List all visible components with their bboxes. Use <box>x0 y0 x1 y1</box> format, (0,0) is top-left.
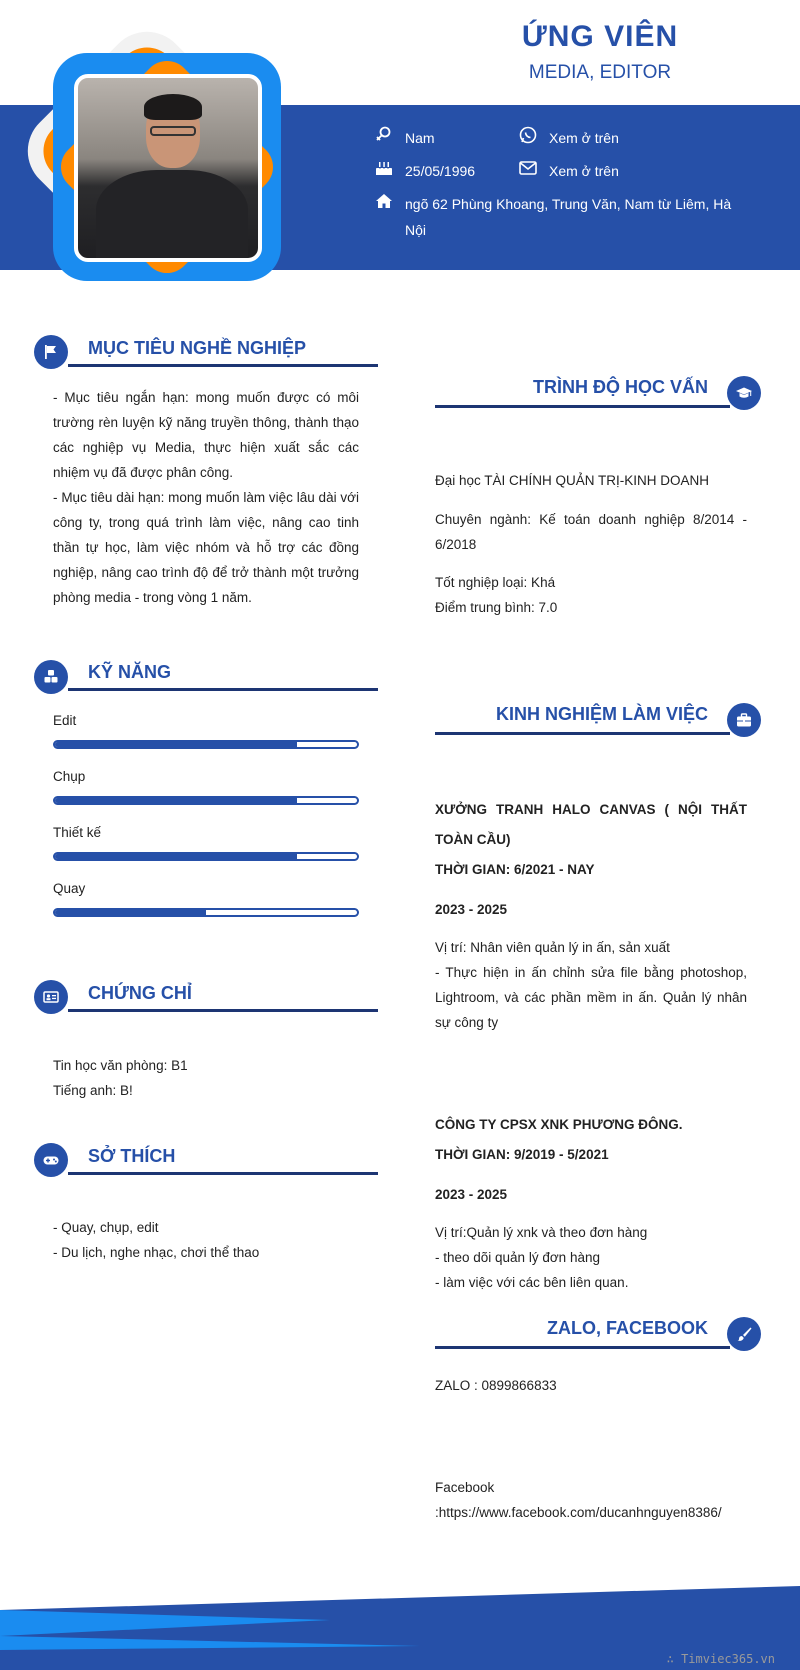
info-address <box>373 191 733 243</box>
skill-bar <box>53 852 359 861</box>
skill-bar-fill <box>55 854 297 859</box>
candidate-name: ỨNG VIÊN <box>521 20 679 53</box>
hobbies-content <box>53 1215 359 1265</box>
birthday-text: 25/05/1996 <box>405 163 476 179</box>
skill-bar <box>53 740 359 749</box>
skill-label: Thiết kế <box>53 825 102 840</box>
job-years: 2023 - 2025 <box>435 902 508 917</box>
education-gpa: Điểm trung bình: 7.0 <box>435 600 558 615</box>
graduation-cap-icon <box>727 376 761 410</box>
job-company: CÔNG TY CPSX XNK PHƯƠNG ĐÔNG. <box>435 1117 683 1132</box>
job-time: THỜI GIAN: 6/2021 - NAY <box>435 862 595 877</box>
gender-icon <box>373 125 395 145</box>
section-education-heading <box>727 376 761 410</box>
section-skills-underline <box>68 688 378 691</box>
job-detail-line: - Thực hiện in ấn chỉnh sửa file bằng photoshop, Lightroom, và các phần mềm in ấn. Quản lý nhân sự công ty <box>435 965 747 1030</box>
cake-icon <box>373 158 395 178</box>
flag-icon <box>34 335 68 369</box>
facebook-label: Facebook <box>435 1480 495 1495</box>
certificate-item: Tiếng anh: B! <box>53 1083 133 1098</box>
section-experience-title: KINH NGHIỆM LÀM VIỆC <box>495 704 708 724</box>
objective-content <box>53 385 359 610</box>
education-grade: Tốt nghiệp loại: Khá <box>435 575 556 590</box>
phone-text: Xem ở trên <box>549 130 619 146</box>
section-hobbies-underline <box>68 1172 378 1175</box>
job-detail-line: - làm việc với các bên liên quan. <box>435 1275 629 1290</box>
envelope-icon <box>517 158 539 178</box>
section-objective-heading <box>34 335 68 369</box>
hobby-item: - Quay, chụp, edit <box>53 1220 159 1235</box>
zalo-contact: ZALO : 0899866833 <box>435 1378 557 1393</box>
info-birthday <box>373 158 475 184</box>
address-text: ngõ 62 Phùng Khoang, Trung Văn, Nam từ Liêm, Hà Nội <box>405 196 732 238</box>
section-hobbies-title: SỞ THÍCH <box>88 1146 176 1166</box>
skill-bar <box>53 796 359 805</box>
section-social-title: ZALO, FACEBOOK <box>547 1318 708 1338</box>
skill-bar <box>53 908 359 917</box>
skill-bar-fill <box>55 798 297 803</box>
education-details <box>435 570 747 620</box>
section-certificates-heading <box>34 980 68 1014</box>
section-experience-heading <box>727 703 761 737</box>
home-icon <box>373 191 395 211</box>
job-company: XƯỞNG TRANH HALO CANVAS ( NỘI THẤT TOÀN CẦU) <box>435 802 747 847</box>
candidate-position: MEDIA, EDITOR <box>528 62 672 83</box>
section-skills-heading <box>34 660 68 694</box>
education-major: Chuyên ngành: Kế toán doanh nghiệp 8/2014 - 6/2018 <box>435 512 747 552</box>
section-education-underline <box>435 405 730 408</box>
info-phone <box>517 125 619 151</box>
job-years: 2023 - 2025 <box>435 1187 508 1202</box>
id-card-icon <box>34 980 68 1014</box>
section-hobbies-heading <box>34 1143 68 1177</box>
objective-long-term: - Mục tiêu dài hạn: mong muốn làm việc lâu dài với công ty, trong quá trình làm việc, nâng cao tinh thần tự học, làm việc nhóm và hỗ trợ các đồng nghiệp, nâng cao trình độ để trở thành một trưởng phòng media - trong vòng 1 năm. <box>53 490 359 605</box>
whatsapp-icon <box>517 125 539 145</box>
certificate-item: Tin học văn phòng: B1 <box>53 1058 188 1073</box>
watermark: ∴ Timviec365.vn <box>666 1652 775 1666</box>
skill-bar-fill <box>55 910 206 915</box>
briefcase-icon <box>727 703 761 737</box>
skill-label: Quay <box>53 881 86 896</box>
job-details <box>435 935 747 1035</box>
paint-brush-icon <box>727 1317 761 1351</box>
section-certificates-title: CHỨNG CHỈ <box>88 983 192 1003</box>
section-education-title: TRÌNH ĐỘ HỌC VẤN <box>533 377 708 397</box>
job-detail-line: - theo dõi quản lý đơn hàng <box>435 1250 600 1265</box>
section-skills-title: KỸ NĂNG <box>88 662 172 682</box>
section-certificates-underline <box>68 1009 378 1012</box>
hobby-item: - Du lịch, nghe nhạc, chơi thể thao <box>53 1245 260 1260</box>
section-objective-underline <box>68 364 378 367</box>
avatar <box>74 74 262 262</box>
section-social-heading <box>727 1317 761 1351</box>
gender-text: Nam <box>405 130 435 146</box>
info-email <box>517 158 619 184</box>
skill-bar-fill <box>55 742 297 747</box>
job-detail-line: Vị trí:Quản lý xnk và theo đơn hàng <box>435 1225 648 1240</box>
certificates-content <box>53 1053 359 1103</box>
section-experience-underline <box>435 732 730 735</box>
gamepad-icon <box>34 1143 68 1177</box>
job-time: THỜI GIAN: 9/2019 - 5/2021 <box>435 1147 609 1162</box>
info-gender <box>373 125 435 151</box>
section-objective-title: MỤC TIÊU NGHỀ NGHIỆP <box>88 338 307 358</box>
job-details <box>435 1220 747 1295</box>
facebook-link[interactable]: :https://www.facebook.com/ducanhnguyen8386/ <box>435 1505 722 1520</box>
job-detail-line: Vị trí: Nhân viên quản lý in ấn, sản xuất <box>435 940 670 955</box>
cubes-icon <box>34 660 68 694</box>
skill-label: Edit <box>53 713 77 728</box>
section-social-underline <box>435 1346 730 1349</box>
skill-label: Chụp <box>53 769 86 784</box>
education-school: Đại học TÀI CHÍNH QUẢN TRỊ-KINH DOANH <box>435 473 710 488</box>
objective-short-term: - Mục tiêu ngắn hạn: mong muốn được có môi trường rèn luyện kỹ năng truyền thông, thành thạo các nghiệp vụ Media, thực hiện xuất sắc các nhiệm vụ đã được phân công. <box>53 390 359 480</box>
email-text: Xem ở trên <box>549 163 619 179</box>
